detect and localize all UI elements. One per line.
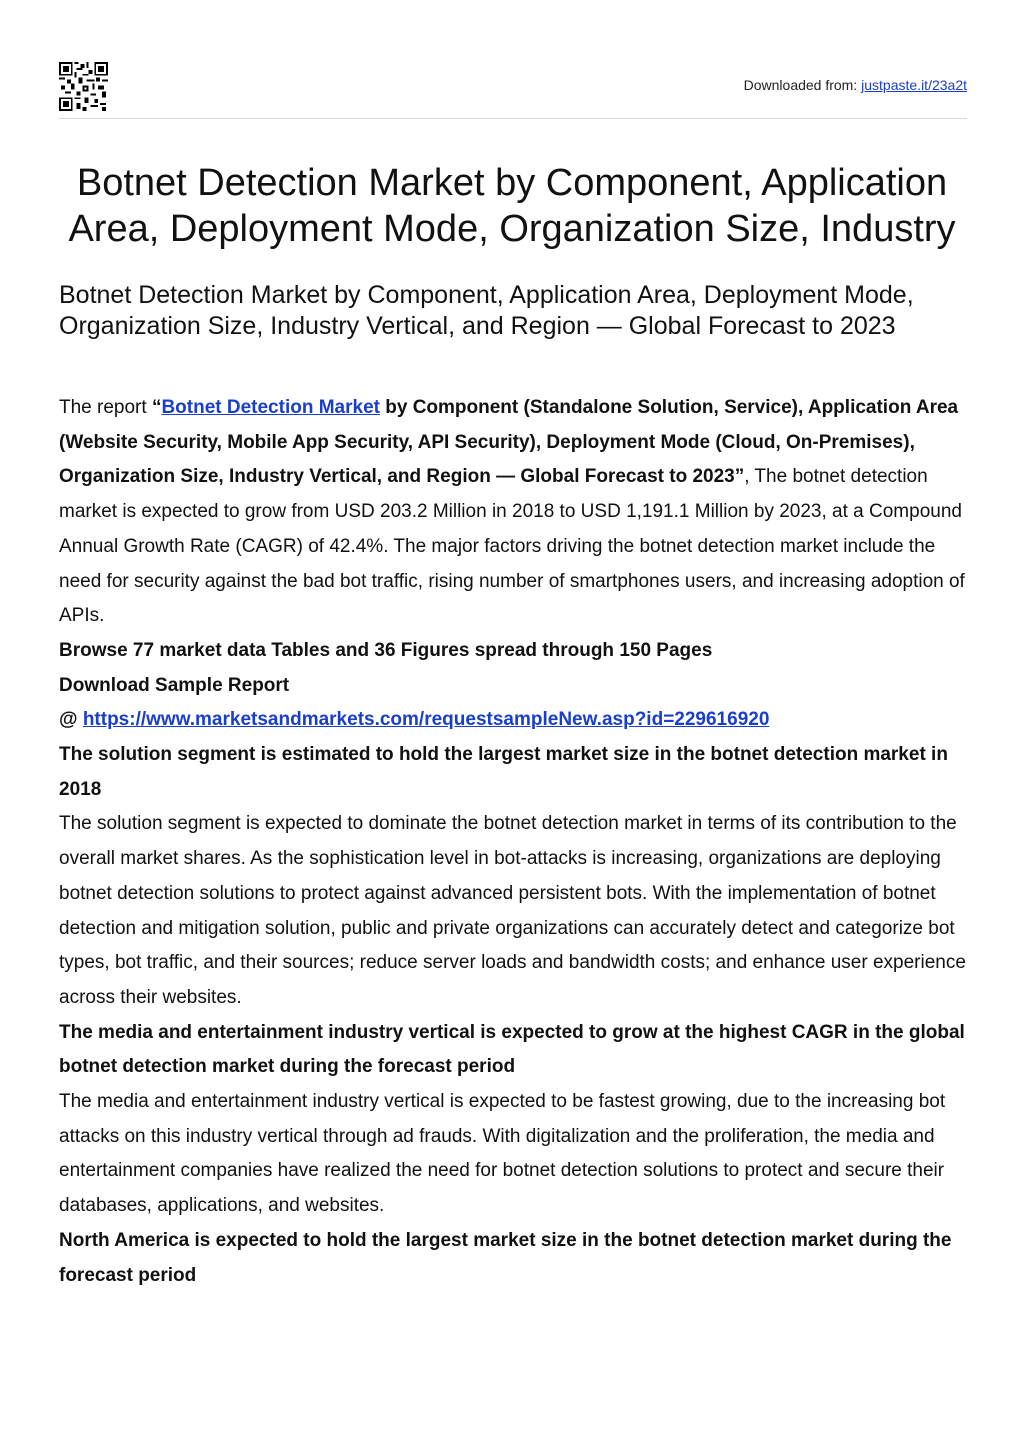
intro-report-title: by Component (Standalone Solution, Service), Application Area (Website Security, Mobile App Security, API Security), Deployment Mode (Cloud, On-Premises), Organization Size, Industry Vertical, and Region — Global Forecast to 2023” xyxy=(59,397,959,488)
download-source xyxy=(744,77,967,93)
browse-line: Browse 77 market data Tables and 36 Figures spread through 150 Pages xyxy=(59,639,713,661)
download-source-label: Downloaded from: xyxy=(743,77,858,93)
article-body xyxy=(59,391,969,1293)
sample-report-link[interactable]: https://www.marketsandmarkets.com/requestsampleNew.asp?id=229616920 xyxy=(82,709,770,731)
section-body: The solution segment is expected to dominate the botnet detection market in terms of its contribution to the overall market shares. As the sophistication level in bot-attacks is increasing, organizations are deploying botnet detection solutions to protect against advanced persistent bots. With the implementation of botnet detection and mitigation solution, public and private organizations can accurately detect and categorize bot types, bot traffic, and their sources; reduce server loads and bandwidth costs; and enhance user experience across their websites. xyxy=(59,813,966,1008)
page-title: Botnet Detection Market by Component, Application Area, Deployment Mode, Organization Size, Industry xyxy=(68,162,956,250)
section-heading: The solution segment is estimated to hold the largest market size in the botnet detection market in 2018 xyxy=(59,744,948,800)
intro-paragraph xyxy=(59,391,969,634)
download-sample-label: Download Sample Report xyxy=(59,674,290,696)
sample-link-prefix: @ xyxy=(59,709,83,731)
intro-open-quote: “ xyxy=(151,397,162,418)
intro-body: , The botnet detection market is expected to grow from USD 203.2 Million in 2018 to USD 1,191.1 Million by 2023, at a Compound Annual Growth Rate (CAGR) of 42.4%. The major factors driving the botnet detection market include the need for security against the bad bot traffic, rising number of smartphones users, and increasing adoption of APIs. xyxy=(59,466,965,627)
download-source-link[interactable]: justpaste.it/23a2t xyxy=(861,77,967,93)
page-subtitle: Botnet Detection Market by Component, Application Area, Deployment Mode, Organization Size, Industry Vertical, and Region — Global Forecast to 2023 xyxy=(59,281,914,340)
page-header xyxy=(59,60,967,119)
sample-link-line xyxy=(59,703,969,738)
botnet-market-link[interactable]: Botnet Detection Market xyxy=(161,397,380,418)
section-body: The media and entertainment industry vertical is expected to be fastest growing, due to the increasing bot attacks on this industry vertical through ad frauds. With digitalization and the proliferation, the media and entertainment companies have realized the need for botnet detection solutions to protect and secure their databases, applications, and websites. xyxy=(59,1091,946,1217)
intro-prefix: The report xyxy=(59,397,152,418)
section-heading: The media and entertainment industry vertical is expected to grow at the highest CAGR in the global botnet detection market during the forecast period xyxy=(59,1021,965,1078)
section-heading: North America is expected to hold the largest market size in the botnet detection market during the forecast period xyxy=(59,1229,952,1286)
qr-code-icon[interactable] xyxy=(59,62,108,111)
